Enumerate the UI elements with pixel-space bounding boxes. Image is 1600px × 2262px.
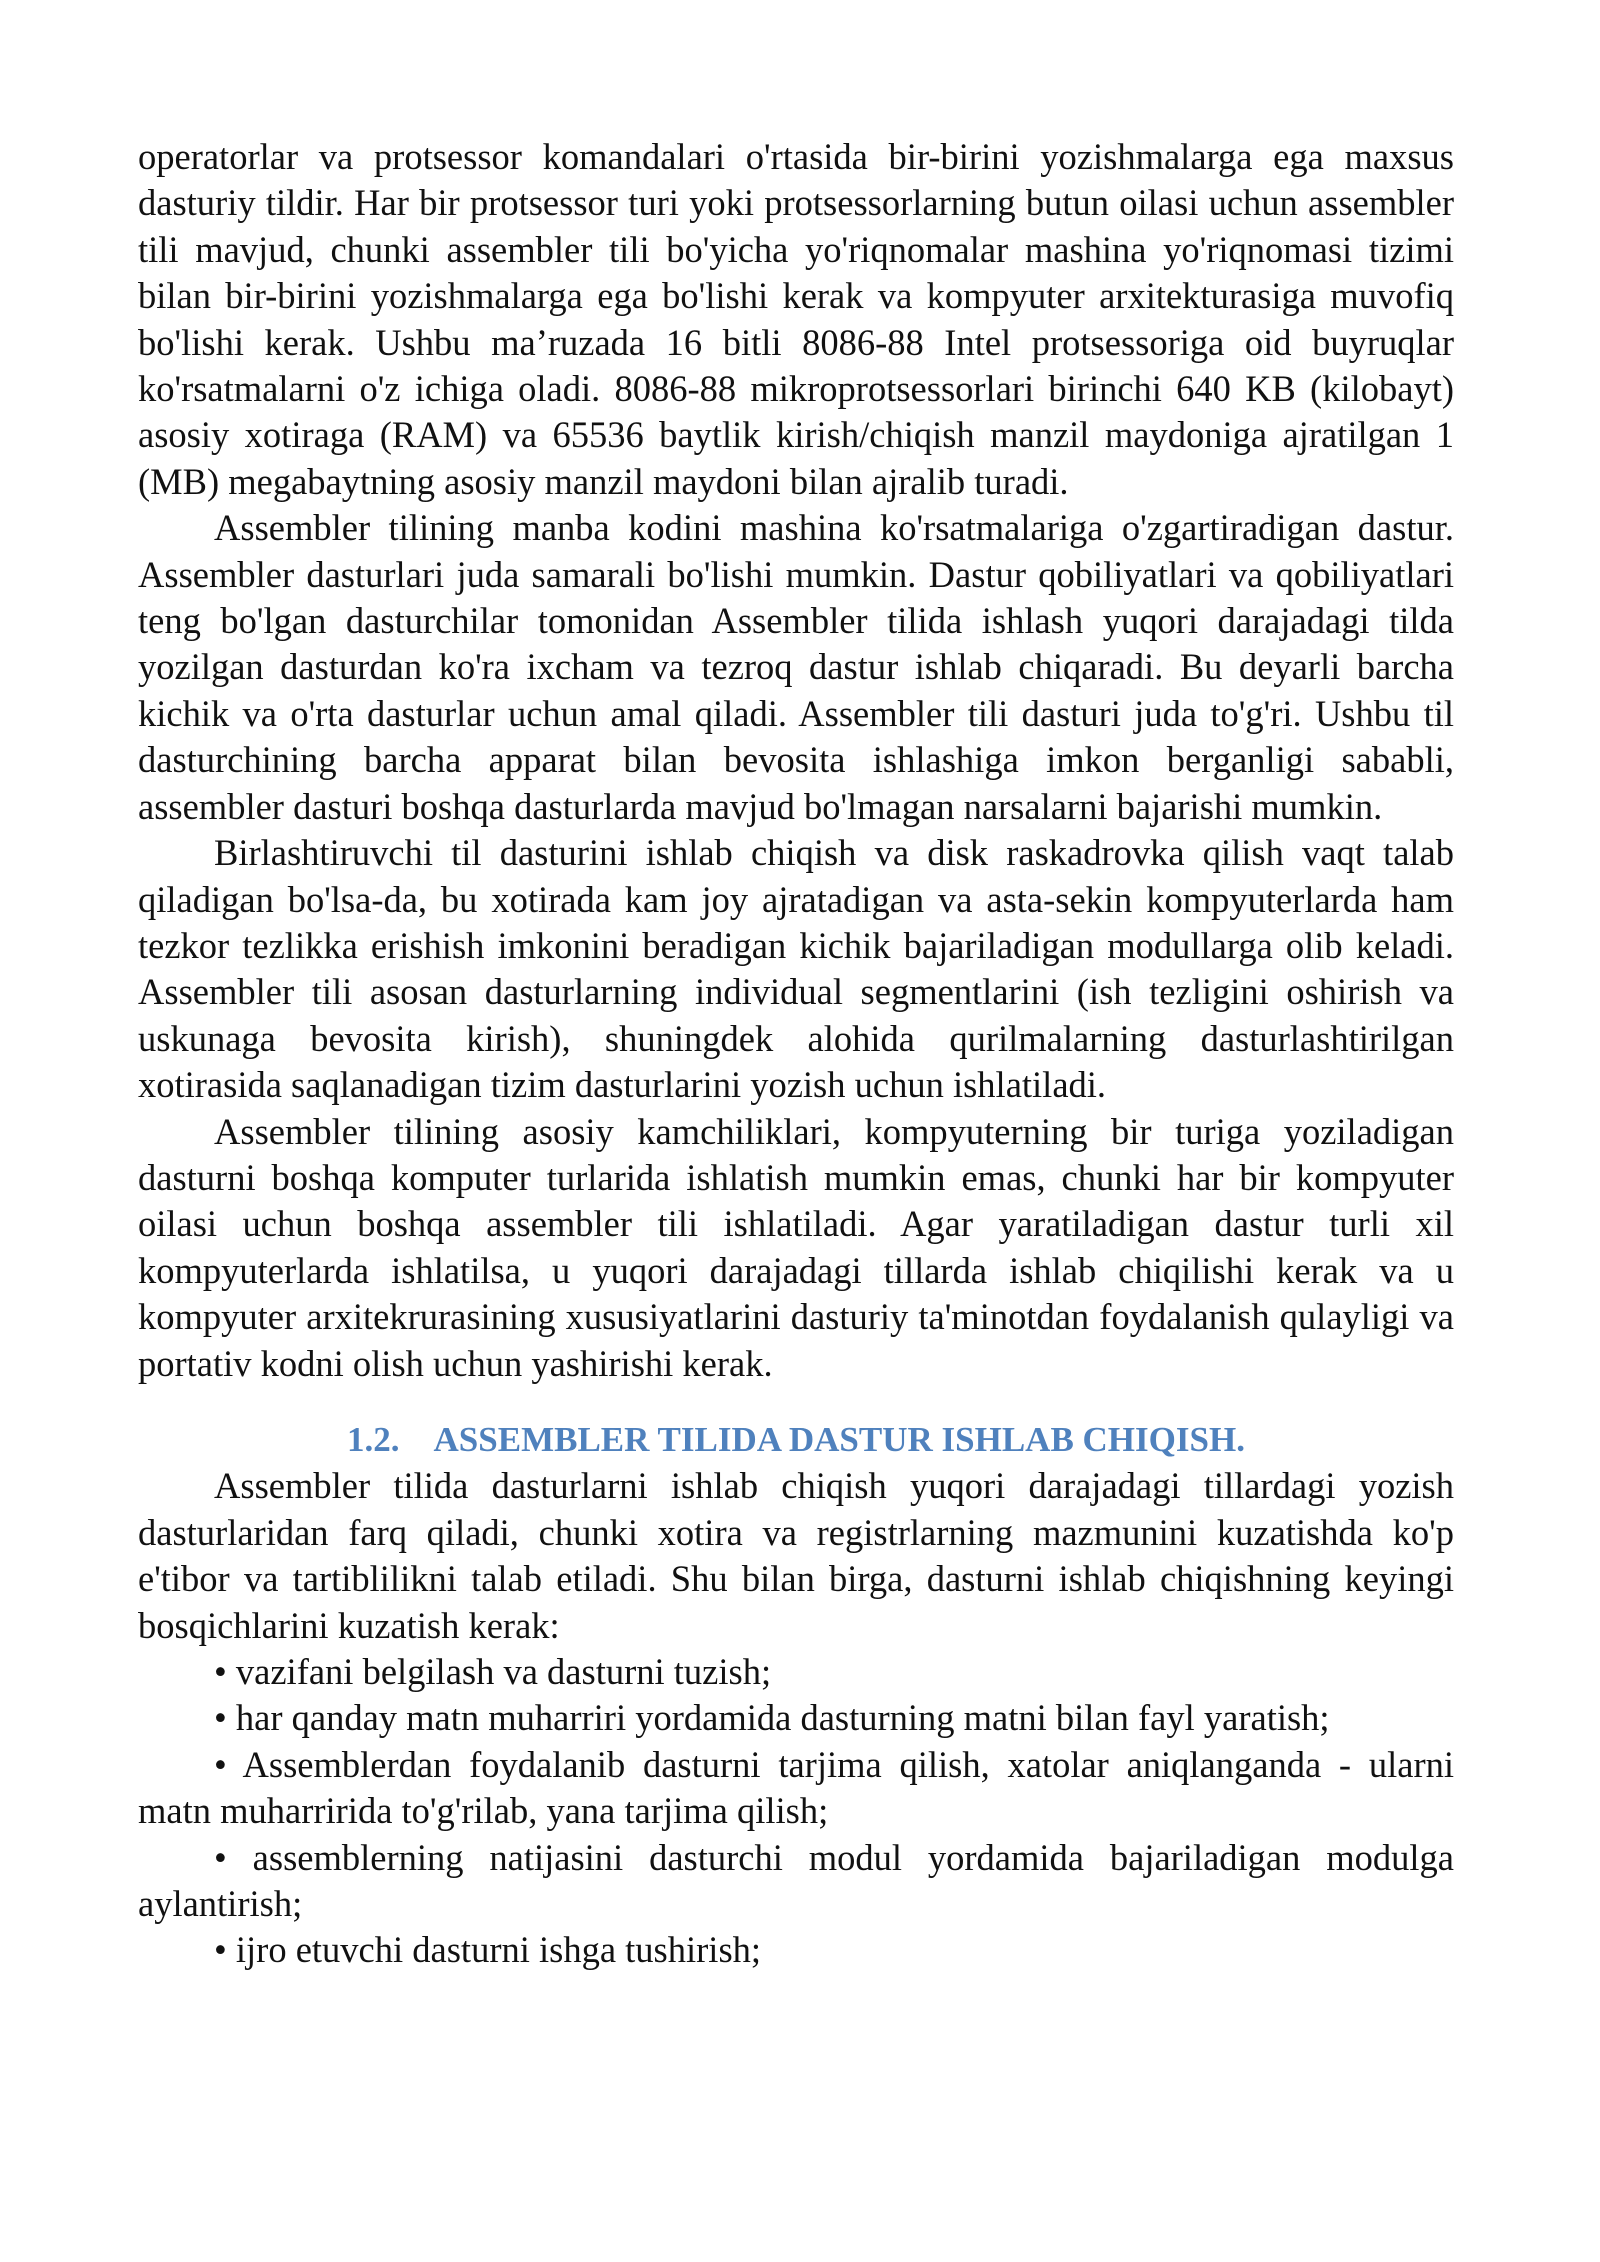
document-page: [138, 134, 1454, 1974]
section-heading: [138, 1417, 1454, 1463]
section-number: 1.2.: [347, 1419, 400, 1459]
section-title: ASSEMBLER TILIDA DASTUR ISHLAB CHIQISH.: [433, 1419, 1245, 1459]
section-intro-paragraph: Assembler tilida dasturlarni ishlab chiqish yuqori darajadagi tillardagi yozish dasturlaridan farq qiladi, chunki xotira va registrlarning mazmunini kuzatishda ko'p e'tibor va tartiblilikni talab etiladi. Shu bilan birga, dasturni ishlab chiqishning keyingi bosqichlarini kuzatish kerak:: [138, 1465, 1454, 1646]
list-item: • assemblerning natijasini dasturchi modul yordamida bajariladigan modulga aylantirish;: [138, 1836, 1454, 1925]
list-item: • ijro etuvchi dasturni ishga tushirish;: [214, 1929, 762, 1971]
list-item: • vazifani belgilash va dasturni tuzish;: [214, 1651, 772, 1692]
list-item: • har qanday matn muharriri yordamida dasturning matni bilan fayl yaratish;: [214, 1697, 1330, 1739]
paragraph-assembler-drawbacks: Assembler tilining asosiy kamchiliklari, kompyuterning bir turiga yoziladigan dasturni boshqa komputer turlarida ishlatish mumkin emas, chunki har bir kompyuter oilasi uchun boshqa assembler tili ishlatiladi. Agar yaratiladigan dastur turli xil kompyuterlarda ishlatilsa, u yuqori darajadagi tillarda ishlab chiqilishi kerak va u kompyuter arxitekrurasining xususiyatlarini dasturiy ta'minotdan foydalanish qulayligi va portativ kodni olish uchun yashirishi kerak.: [138, 1110, 1454, 1384]
paragraph-assembler-modules: Birlashtiruvchi til dasturini ishlab chiqish va disk raskadrovka qilish vaqt talab qiladigan bo'lsa-da, bu xotirada kam joy ajratadigan va asta-sekin kompyuterlarda ham tezkor tezlikka erishish imkonini beradigan kichik bajariladigan modullarga olib keladi. Assembler tili asosan dasturlarning individual segmentlarini (ish tezligini oshirish va uskunaga bevosita kirish), shuningdek alohida qurilmalarning dasturlashtirilgan xotirasida saqlanadigan tizim dasturlarini yozish uchun ishlatiladi.: [138, 832, 1454, 1106]
list-item: • Assemblerdan foydalanib dasturni tarjima qilish, xatolar aniqlanganda - ularni matn muharririda to'g'rilab, yana tarjima qilish;: [138, 1743, 1454, 1832]
paragraph-assembler-source: Assembler tilining manba kodini mashina ko'rsatmalariga o'zgartiradigan dastur. Assembler dasturlari juda samarali bo'lishi mumkin. Dastur qobiliyatlari va qobiliyatlari teng bo'lgan dasturchilar tomonidan Assembler tilida ishlash yuqori darajadagi tilda yozilgan dasturdan ko'ra ixcham va tezroq dastur ishlab chiqaradi. Bu deyarli barcha kichik va o'rta dasturlar uchun amal qiladi. Assembler tili dasturi juda to'g'ri. Ushbu til dasturchining barcha apparat bilan bevosita ishlashiga imkon berganligi sababli, assembler dasturi boshqa dasturlarda mavjud bo'lmagan narsalarni bajarishi mumkin.: [138, 507, 1454, 827]
paragraph-continuation: operatorlar va protsessor komandalari o'rtasida bir-birini yozishmalarga ega maxsus dasturiy tildir. Har bir protsessor turi yoki protsessorlarning butun oilasi uchun assembler tili mavjud, chunki assembler tili bo'yicha yo'riqnomalar mashina yo'riqnomasi tizimi bilan bir-birini yozishmalarga ega bo'lishi kerak va kompyuter arxitekturasiga muvofiq bo'lishi kerak. Ushbu ma’ruzada 16 bitli 8086-88 Intel protsessoriga oid buyruqlar ko'rsatmalarni o'z ichiga oladi. 8086-88 mikroprotsessorlari birinchi 640 KB (kilobayt) asosiy xotiraga (RAM) va 65536 baytlik kirish/chiqish manzil maydoniga ajratilgan 1 (MB) megabaytning asosiy manzil maydoni bilan ajralib turadi.: [138, 136, 1454, 502]
